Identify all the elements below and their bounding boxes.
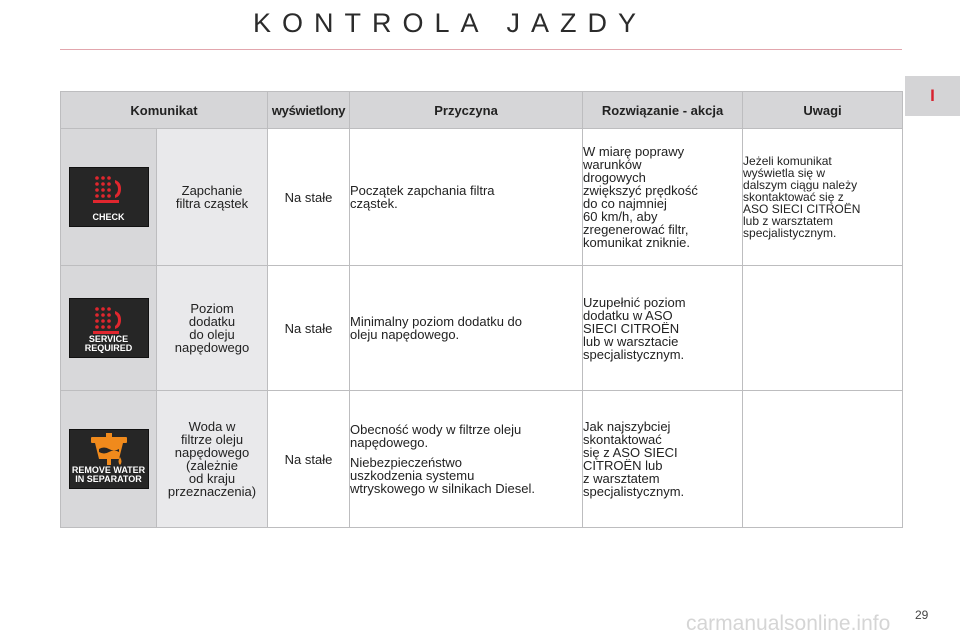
display-mode: Na stałe: [268, 129, 350, 266]
cause-line: uszkodzenia systemu: [350, 468, 475, 483]
engine-filter-glyph: [89, 303, 129, 337]
header-przyczyna: Przyczyna: [350, 92, 583, 129]
warning-icon-cell: [61, 266, 157, 391]
message-name-line: do oleju: [189, 327, 235, 342]
note-line: lub z warsztatem: [743, 214, 834, 228]
action-line: zwiększyć prędkość: [583, 183, 698, 198]
message-name-line: napędowego: [174, 340, 250, 355]
cause-line: wtryskowego w silnikach Diesel.: [350, 481, 535, 496]
display-mode: Na stałe: [268, 266, 350, 391]
message-name-line: Zapchanie: [181, 183, 243, 198]
display-mode: Na stałe: [268, 391, 350, 528]
warning-icon-label: [70, 213, 148, 222]
message-name-line: dodatku: [188, 314, 236, 329]
cause-line: Minimalny poziom dodatku do: [350, 314, 522, 329]
action-line: komunikat zniknie.: [583, 235, 690, 250]
icon-label-line: REQUIRED: [84, 343, 133, 353]
message-name-line: filtra cząstek: [175, 196, 249, 211]
cause-line: napędowego.: [350, 435, 429, 450]
table-row: [61, 266, 903, 391]
message-name-line: przeznaczenia): [167, 484, 257, 499]
action-line: 60 km/h, aby: [583, 209, 658, 224]
message-name-line: filtrze oleju: [180, 432, 244, 447]
message-name: [157, 129, 268, 266]
note: [743, 129, 903, 266]
header-komunikat: Komunikat: [61, 92, 268, 129]
cause-paragraph: [350, 184, 582, 210]
note-line: Jeżeli komunikat: [743, 154, 832, 168]
message-name: [157, 391, 268, 528]
action-line: CITROËN lub: [583, 458, 663, 473]
message-name-line: Woda w: [188, 419, 236, 434]
cause-paragraph: [350, 423, 582, 449]
action-line: do co najmniej: [583, 196, 667, 211]
action-line: lub w warsztacie: [583, 333, 679, 349]
water-separator-glyph: [87, 433, 131, 469]
action-line: Uzupełnić poziom: [583, 294, 686, 310]
action-line: warunków: [583, 157, 642, 172]
icon-label-line: CHECK: [92, 212, 125, 222]
header-uwagi: Uwagi: [743, 92, 903, 129]
title-divider: [60, 49, 902, 50]
action-line: skontaktować: [583, 432, 662, 447]
warning-icon-cell: [61, 391, 157, 528]
section-tab[interactable]: I: [905, 76, 960, 116]
message-name-line: od kraju: [188, 471, 236, 486]
action-line: zregenerować filtr,: [583, 222, 689, 237]
engine-filter-glyph: [89, 172, 129, 206]
icon-label-line: SERVICE: [88, 334, 129, 344]
action: [583, 391, 743, 528]
action-line: się z ASO SIECI: [583, 445, 678, 460]
additive-level-warning-icon: [69, 298, 149, 358]
page-number: 29: [915, 608, 929, 622]
note-line: ASO SIECI CITROËN: [743, 202, 861, 216]
icon-label-line: IN SEPARATOR: [75, 474, 142, 484]
cause-line: oleju napędowego.: [350, 327, 460, 342]
cause-line: Obecność wody w filtrze oleju: [350, 422, 522, 437]
note-line: dalszym ciągu należy: [743, 178, 858, 192]
cause-line: Początek zapchania filtra: [350, 183, 495, 198]
page-title: KONTROLA JAZDY: [252, 8, 648, 38]
cause-paragraph: [350, 456, 582, 495]
table-header-row: [61, 92, 903, 129]
warning-messages-table: [60, 91, 903, 528]
cause: [350, 129, 583, 266]
filter-clogging-warning-icon: [69, 167, 149, 227]
cause: [350, 391, 583, 528]
cause: [350, 266, 583, 391]
action-line: z warsztatem: [583, 471, 660, 486]
action-line: drogowych: [583, 170, 646, 185]
message-name-line: (zależnie: [185, 458, 239, 473]
action: [583, 266, 743, 391]
warning-icon-label: [70, 335, 148, 353]
warning-icon-label: [70, 466, 148, 484]
header-rozwiazanie: Rozwiązanie - akcja: [583, 92, 743, 129]
action-line: dodatku w ASO: [583, 307, 673, 323]
cause-paragraph: [350, 315, 582, 341]
table-row: [61, 391, 903, 528]
message-name-line: napędowego: [174, 445, 250, 460]
message-name-line: Poziom: [190, 301, 234, 316]
table-row: [61, 129, 903, 266]
action-line: Jak najszybciej: [583, 419, 671, 434]
note: [743, 266, 903, 391]
action-line: SIECI CITROËN: [583, 320, 680, 336]
watermark: carmanualsonline.info: [686, 612, 891, 635]
cause-line: Niebezpieczeństwo: [350, 455, 463, 470]
water-in-fuel-filter-icon: [69, 429, 149, 489]
note-line: specjalistycznym.: [743, 226, 837, 240]
note-line: skontaktować się z: [743, 190, 844, 204]
icon-label-line: REMOVE WATER: [71, 465, 146, 475]
message-name: [157, 266, 268, 391]
header-wyswietlony: wyświetlony: [268, 92, 350, 129]
action-line: W miarę poprawy: [583, 144, 685, 159]
action-line: specjalistycznym.: [583, 484, 685, 499]
action: [583, 129, 743, 266]
warning-icon-cell: [61, 129, 157, 266]
action-line: specjalistycznym.: [583, 346, 685, 362]
note: [743, 391, 903, 528]
note-line: wyświetla się w: [743, 166, 826, 180]
cause-line: cząstek.: [350, 196, 398, 211]
